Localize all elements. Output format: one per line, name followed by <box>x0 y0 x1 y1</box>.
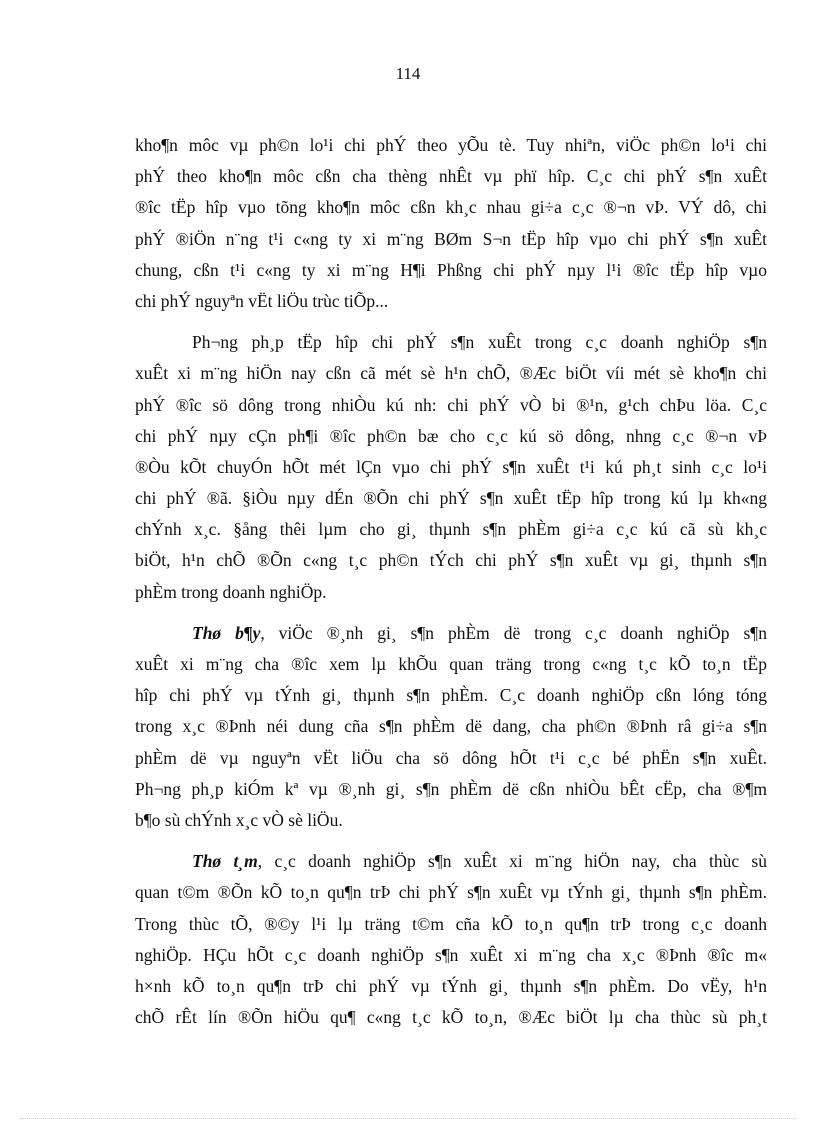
text-line: Ph¬ng ph¸p tËp hîp chi phÝ s¶n xuÊt trong c¸c doanh nghiÖp s¶n <box>192 332 767 353</box>
body-text <box>135 130 767 1033</box>
text-line: xuÊt xi m¨ng hiÖn nay cßn cã mét sè h¹n chÕ, ®Æc biÖt víi mét sè kho¶n chi <box>135 363 767 384</box>
text-line: ®îc tËp hîp vµo tõng kho¶n môc cßn kh¸c nhau gi÷a c¸c ®¬n vÞ. VÝ dô, chi <box>135 197 767 218</box>
text-line: Trong thùc tÕ, ®©y l¹i lµ träng t©m cña kÕ to¸n qu¶n trÞ trong c¸c doanh <box>135 913 767 934</box>
text-line: h×nh kÕ to¸n qu¶n trÞ chi phÝ vµ tÝnh gi¸ thµnh s¶n phÈm. Do vËy, h¹n <box>135 975 767 996</box>
text-line: quan t©m ®Õn kÕ to¸n qu¶n trÞ chi phÝ s¶n xuÊt vµ tÝnh gi¸ thµnh s¶n phÈm. <box>135 882 767 903</box>
text-line: phÝ ®îc sö dông trong nhiÒu kú nh: chi phÝ vÒ bi ®¹n, g¹ch chÞu löa. C¸c <box>135 394 767 415</box>
text-line: phÈm dë vµ nguyªn vËt liÖu cha sö dông hÕt t¹i c¸c bé phËn s¶n xuÊt. <box>135 747 767 768</box>
text-line-rest: , c¸c doanh nghiÖp s¶n xuÊt xi m¨ng hiÖn nay, cha thùc sù <box>257 851 767 872</box>
text-line: chÕ rÊt lín ®Õn hiÖu qu¶ c«ng t¸c kÕ to¸n, ®Æc biÖt lµ cha thùc sù ph¸t <box>135 1007 767 1028</box>
text-line: phÝ ®iÖn n¨ng t¹i c«ng ty xi m¨ng BØm S¬n tËp hîp vµo chi phÝ s¶n xuÊt <box>135 228 767 249</box>
paragraph-1 <box>135 130 767 317</box>
text-line: Ph¬ng ph¸p kiÓm kª vµ ®¸nh gi¸ s¶n phÈm dë cßn nhiÒu bÊt cËp, cha ®¶m <box>135 778 767 799</box>
text-line: biÖt, h¹n chÕ ®Õn c«ng t¸c ph©n tÝch chi phÝ s¶n xuÊt vµ gi¸ thµnh s¶n <box>135 550 767 571</box>
text-line <box>135 618 767 649</box>
paragraph-lead: Thø t¸m <box>192 851 258 872</box>
text-line: xuÊt xi m¨ng cha ®îc xem lµ khÕu quan träng trong c«ng t¸c kÕ to¸n tËp <box>135 654 767 674</box>
text-line <box>135 846 767 877</box>
text-line: phÝ theo kho¶n môc cßn cha thèng nhÊt vµ phï hîp. C¸c chi phÝ s¶n xuÊt <box>135 166 767 187</box>
page-bottom-divider <box>20 1118 796 1119</box>
paragraph-2 <box>135 327 767 608</box>
text-line: nghiÖp. HÇu hÕt c¸c doanh nghiÖp s¶n xuÊt xi m¨ng cha x¸c ®Þnh ®îc m« <box>135 944 767 965</box>
text-line: phÈm trong doanh nghiÖp. <box>135 581 327 602</box>
text-line: kho¶n môc vµ ph©n lo¹i chi phÝ theo yÕu tè. Tuy nhiªn, viÖc ph©n lo¹i chi <box>135 135 767 155</box>
paragraph-3 <box>135 618 767 836</box>
text-line-rest: , viÖc ®¸nh gi¸ s¶n phÈm dë trong c¸c doanh nghiÖp s¶n <box>260 622 767 643</box>
text-line: chung, cßn t¹i c«ng ty xi m¨ng H¶i Phßng chi phÝ nµy l¹i ®îc tËp hîp vµo <box>135 259 767 280</box>
paragraph-lead: Thø b¶y <box>192 622 261 643</box>
text-line: ®Òu kÕt chuyÓn hÕt mét lÇn vµo chi phÝ s¶n xuÊt t¹i kú ph¸t sinh c¸c lo¹i <box>135 456 767 477</box>
text-line: hîp chi phÝ vµ tÝnh gi¸ thµnh s¶n phÈm. C¸c doanh nghiÖp cßn lóng tóng <box>135 685 767 706</box>
text-line: chÝnh x¸c. §ång thêi lµm cho gi¸ thµnh s¶n phÈm gi÷a c¸c kú cã sù kh¸c <box>135 519 767 540</box>
text-line: chi phÝ ®ã. §iÒu nµy dÉn ®Õn chi phÝ s¶n xuÊt tËp hîp trong kú lµ kh«ng <box>135 488 767 509</box>
text-line: trong x¸c ®Þnh néi dung cña s¶n phÈm dë dang, cha ph©n ®Þnh râ gi÷a s¶n <box>135 716 767 737</box>
text-line: chi phÝ nguyªn vËt liÖu trùc tiÕp... <box>135 290 389 311</box>
text-line: chi phÝ nµy cÇn ph¶i ®îc ph©n bæ cho c¸c kú sö dông, nhng c¸c ®¬n vÞ <box>135 425 767 446</box>
paragraph-4 <box>135 846 767 1033</box>
page-number: 114 <box>395 64 421 83</box>
text-line: b¶o sù chÝnh x¸c vÒ sè liÖu. <box>135 809 343 830</box>
